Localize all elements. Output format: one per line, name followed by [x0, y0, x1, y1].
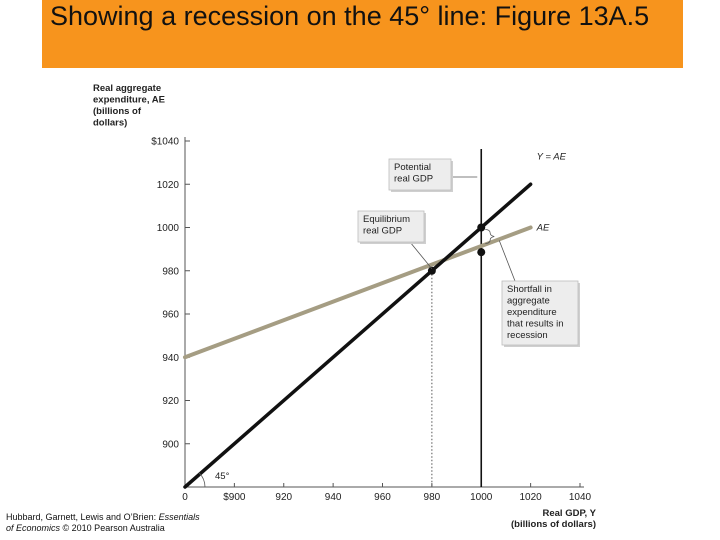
x-axis-label-line: Real GDP, Y — [542, 508, 596, 519]
shortfall-callout-text: that results in — [507, 318, 564, 330]
angle-label: 45° — [215, 471, 230, 482]
y-tick-label: $1040 — [151, 136, 179, 148]
y-tick-label: 1020 — [156, 179, 179, 191]
data-point — [477, 248, 485, 256]
equilibrium-callout-text: Equilibrium — [363, 214, 410, 225]
shortfall-callout-leader — [499, 240, 515, 281]
equilibrium-callout-leader — [410, 242, 432, 269]
y-equals-ae-label: Y = AE — [536, 151, 566, 163]
credit-authors: Hubbard, Garnett, Lewis and O’Brien: — [6, 512, 159, 522]
potential-callout-text: Potential — [394, 162, 431, 173]
x-tick-label: 1020 — [519, 492, 542, 503]
x-tick-label: 1040 — [568, 492, 592, 503]
y-axis-label-line: Real aggregate — [93, 83, 162, 94]
x-tick-label: $900 — [223, 492, 246, 503]
shortfall-callout-text: recession — [507, 330, 548, 341]
x-axis-label-line: (billions of dollars) — [511, 519, 596, 530]
shortfall-callout-text: aggregate — [507, 295, 550, 307]
y-axis-label-line: (billions of — [93, 106, 142, 117]
x-tick-label: 940 — [324, 492, 342, 503]
y-tick-label: 980 — [162, 266, 179, 278]
x-tick-label: 920 — [275, 492, 293, 503]
y-tick-label: 1000 — [156, 223, 179, 234]
credit-title-part2: of Economics — [6, 523, 61, 533]
credit-publisher: © 2010 Pearson Australia — [60, 523, 165, 533]
x-tick-label: 960 — [374, 492, 391, 503]
y-tick-label: 920 — [162, 396, 179, 407]
y-axis-label-line: expenditure, AE — [93, 94, 165, 106]
slide-title: Showing a recession on the 45° line: Figure 13A.5 — [50, 1, 650, 31]
shortfall-callout-text: expenditure — [507, 307, 557, 318]
x-tick-label: 1000 — [470, 492, 493, 503]
equilibrium-callout-text: real GDP — [363, 225, 403, 237]
y-tick-label: 940 — [162, 352, 179, 364]
y-axis-label-line: dollars) — [93, 117, 128, 129]
data-point — [428, 267, 436, 275]
credit-title-part1: Essentials — [158, 512, 200, 522]
source-credit — [6, 512, 200, 534]
data-point — [477, 224, 485, 232]
x-tick-label: 980 — [423, 492, 441, 503]
potential-callout-text: real GDP — [394, 173, 434, 185]
y-tick-label: 900 — [162, 439, 179, 451]
y-tick-label: 960 — [162, 309, 179, 321]
x-tick-label: 0 — [182, 492, 188, 503]
shortfall-callout-text: Shortfall in — [507, 284, 552, 295]
ae-line-label: AE — [536, 222, 550, 234]
